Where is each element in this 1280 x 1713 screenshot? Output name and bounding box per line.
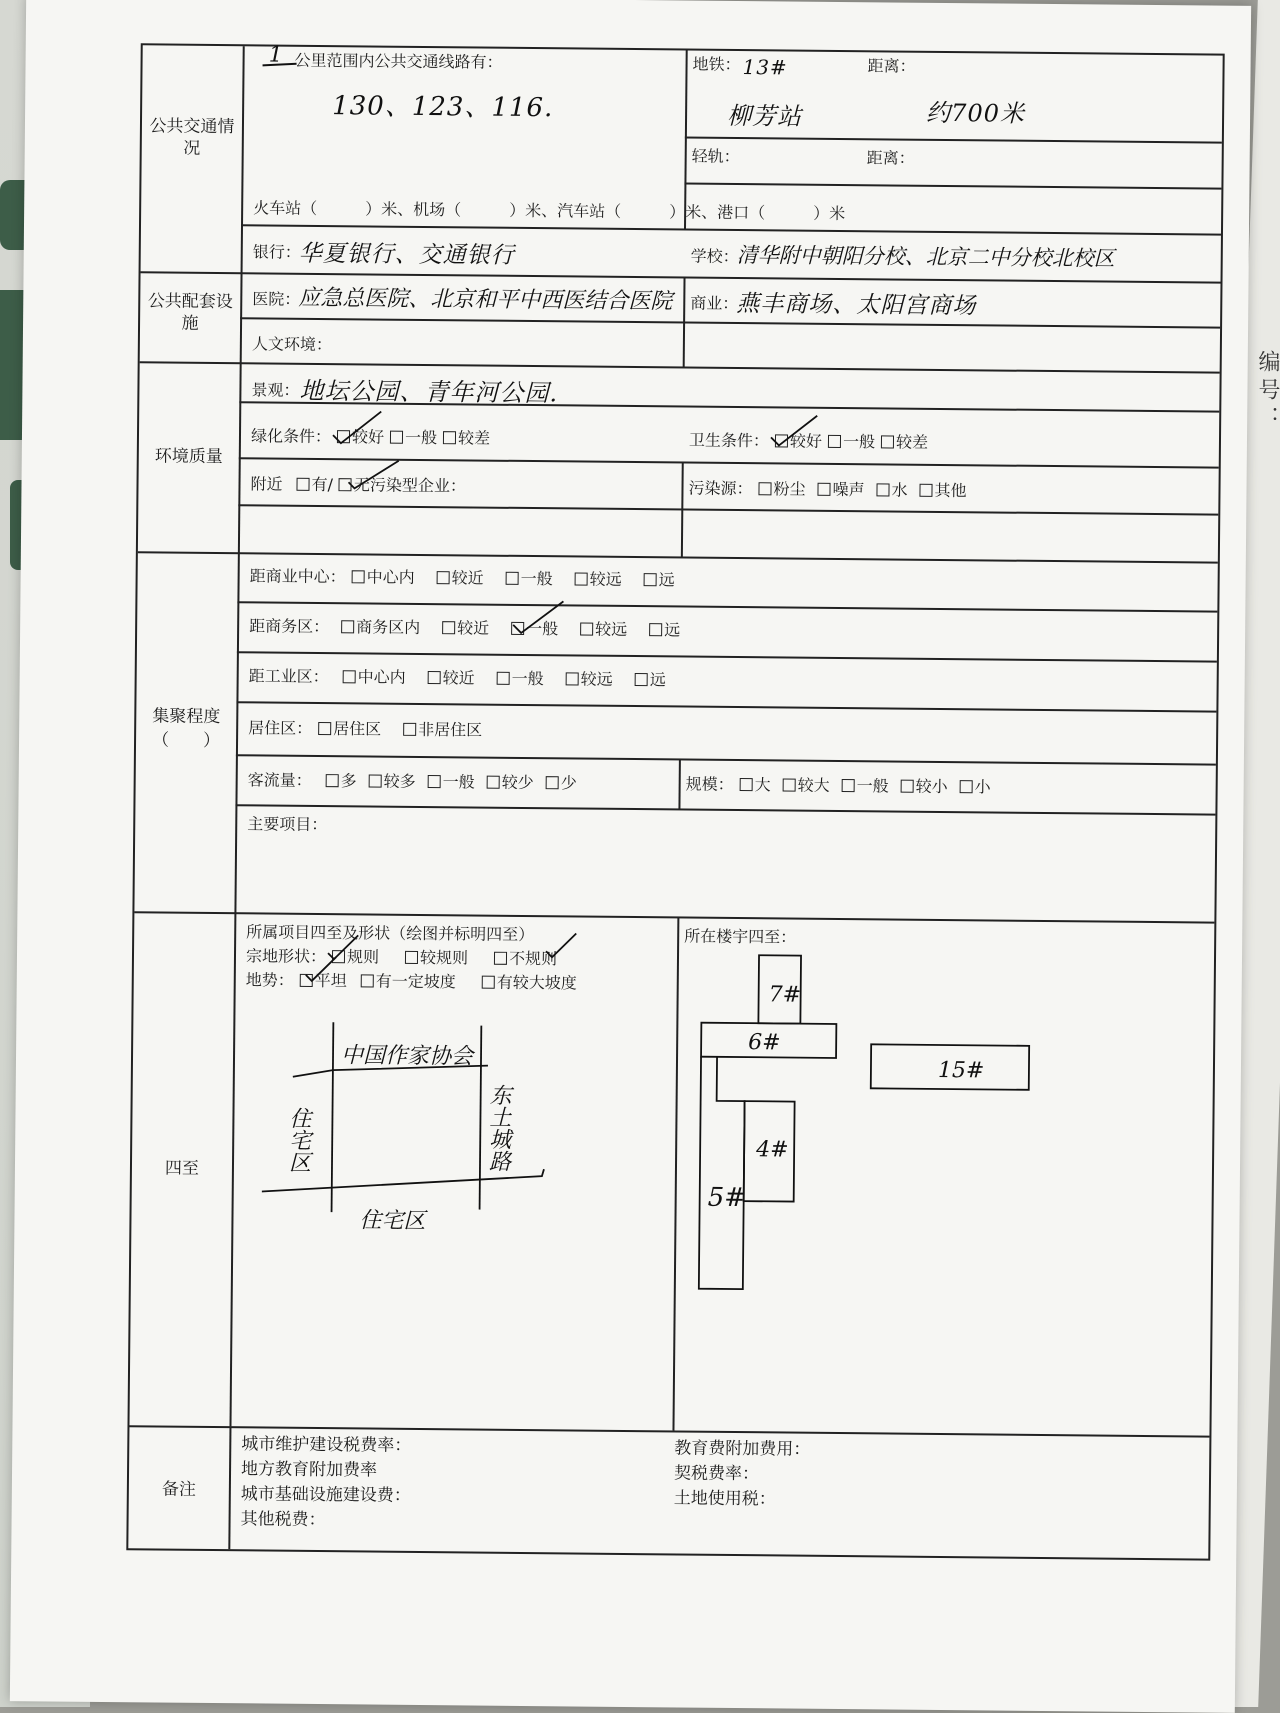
category-remarks: 备注 — [161, 1479, 196, 1500]
traffic-row: 客流量： 多 较多 一般 较少 少 — [247, 770, 577, 793]
subway-distance-value: 约700米 — [925, 98, 1026, 128]
edu-fee-label: 教育费附加费用： — [674, 1438, 811, 1460]
survey-form-table — [126, 43, 1224, 1560]
category-agglomeration-paren: （ ） — [151, 730, 221, 752]
bus-routes-value: 130、123、116. — [332, 91, 554, 124]
landscape-label: 景观： — [251, 380, 300, 400]
side-text: 编号： — [1255, 350, 1280, 434]
subway-line-value: 13# — [742, 55, 788, 80]
sanitation-row: 卫生条件： 较好 一般 较差 — [688, 430, 929, 452]
subway-distance-label: 距离： — [867, 56, 916, 76]
greening-check — [329, 407, 389, 448]
land-tax-label: 土地使用税： — [673, 1488, 776, 1510]
building-sketch — [691, 951, 1204, 1306]
hospital-label: 医院： — [252, 289, 301, 309]
building-15-label: 15# — [937, 1057, 985, 1084]
category-agglomeration: 集聚程度 — [152, 706, 221, 728]
sketch-south-label: 住宅区 — [359, 1208, 426, 1235]
sketch-east-label — [485, 1084, 511, 1172]
other-tax-label: 其他税费： — [240, 1509, 326, 1531]
commerce-label: 商业： — [690, 293, 739, 314]
bus-km-value: 1 — [268, 42, 284, 68]
building-5 — [699, 1057, 745, 1289]
landscape-value: 地坛公园、青年河公园. — [299, 376, 559, 408]
deed-tax-label: 契税费率： — [673, 1463, 760, 1485]
bank-value: 华夏银行、交通银行 — [298, 240, 515, 269]
building-4-label: 4# — [756, 1137, 789, 1163]
survey-form-sheet — [10, 0, 1251, 1713]
parcel-check-2 — [542, 929, 582, 961]
sketch-east-char: 东土城路 — [485, 1083, 512, 1172]
scale-row: 规模： 大 较大 一般 较小 小 — [685, 774, 991, 797]
industrial-row: 距工业区： 中心内 较近 一般 较远 远 — [248, 666, 666, 690]
stations-line: 火车站（ ）米、机场（ ）米、汽车站（ ）米、港口（ ）米 — [253, 198, 846, 224]
subway-station-value: 柳芳站 — [726, 101, 803, 131]
bank-label: 银行： — [252, 242, 301, 262]
commerce-value: 燕丰商场、太阳宫商场 — [736, 290, 977, 320]
building-7-label: 7# — [768, 982, 802, 1008]
residential-row: 居住区： 居住区 非居住区 — [248, 718, 483, 740]
pollution-row: 污染源： 粉尘 噪声 水 其他 — [688, 478, 967, 501]
commercial-center-row: 距商业中心： 中心内 较近 一般 较远 远 — [249, 566, 675, 590]
school-value: 清华附中朝阳分校、北京二中分校北校区 — [736, 242, 1115, 271]
category-environment: 环境质量 — [154, 446, 223, 468]
category-transit: 公共交通情况 — [149, 116, 235, 159]
category-boundaries: 四至 — [164, 1158, 200, 1179]
sanitation-check — [767, 409, 827, 450]
building-6-label: 6# — [748, 1030, 781, 1056]
main-projects-label: 主要项目： — [247, 814, 328, 835]
terrain-row: 地势： 平坦 有一定坡度 有较大坡度 — [245, 970, 577, 993]
nearby-check — [344, 452, 404, 493]
school-label: 学校： — [690, 246, 739, 267]
greening-row: 绿化条件： 较好 一般 较差 — [250, 426, 491, 448]
lightrail-distance-label: 距离： — [866, 148, 915, 168]
sketch-west-char: 住宅区 — [285, 1106, 312, 1173]
project-boundary-title: 所属项目四至及形状（绘图并标明四至） — [246, 922, 535, 945]
business-district-check — [509, 597, 569, 638]
infra-fee-label: 城市基础设施建设费： — [240, 1484, 411, 1506]
category-facilities: 公共配套设施 — [147, 291, 233, 334]
sketch-west-label — [285, 1107, 311, 1173]
humanities-label: 人文环境： — [251, 334, 332, 355]
building-5-label: 5# — [707, 1182, 747, 1214]
business-district-row: 距商务区： 商务区内 较近 一般 较远 远 — [249, 616, 681, 640]
local-edu-label: 地方教育附加费率 — [240, 1459, 378, 1481]
terrain-check — [302, 953, 342, 985]
urban-tax-label: 城市维护建设税费率： — [241, 1434, 412, 1456]
nearby-row: 附近 有/ 无污染型企业： — [250, 474, 467, 496]
building-boundary-title: 所在楼宇四至： — [684, 926, 797, 947]
subway-label: 地铁： — [692, 54, 741, 75]
parcel-sketch — [261, 1021, 643, 1255]
sketch-north-label: 中国作家协会 — [340, 1043, 474, 1070]
hospital-value: 应急总医院、北京和平中西医结合医院 — [298, 285, 673, 315]
bus-routes-label: 公里范围内公共交通线路有： — [294, 50, 503, 72]
lightrail-label: 轻轨： — [691, 146, 740, 167]
parcel-shape-row: 宗地形状： 规则 较规则 不规则 — [245, 946, 558, 969]
